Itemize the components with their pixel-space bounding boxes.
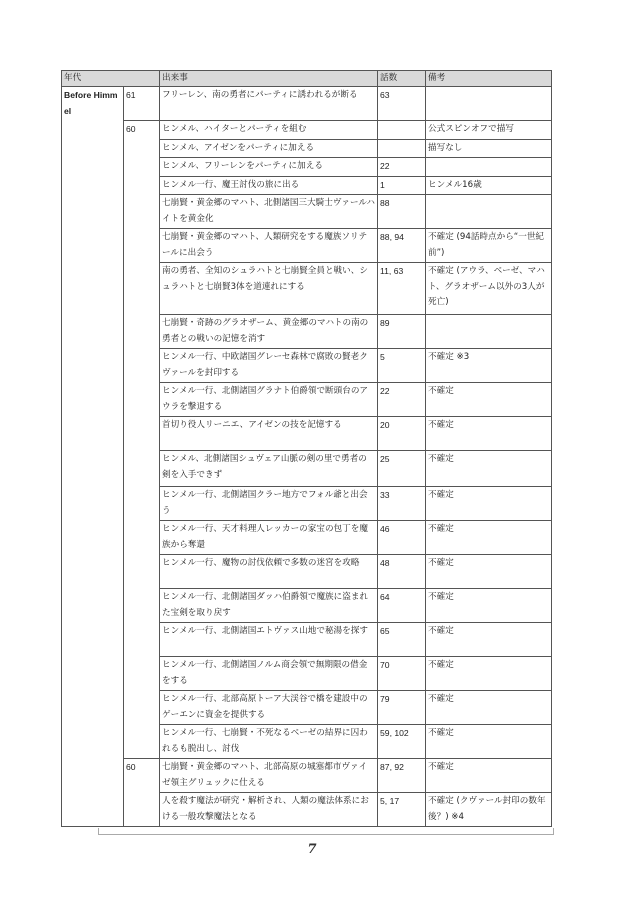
- notes-cell: 不確定 (94話時点から“一世紀前”): [426, 229, 552, 263]
- episodes-cell: [378, 139, 426, 158]
- notes-cell: 不確定: [426, 691, 552, 725]
- event-cell: ヒンメル一行、天才料理人レッカーの家宝の包丁を魔族から奪還: [160, 521, 378, 555]
- table-row: [62, 87, 552, 121]
- event-cell: ヒンメル一行、北側諸国エトヴァス山地で秘湯を探す: [160, 623, 378, 657]
- era-cell: Before Himmel: [62, 87, 124, 827]
- notes-cell: 不確定: [426, 555, 552, 589]
- notes-cell: 不確定: [426, 451, 552, 487]
- event-cell: ヒンメル一行、北側諸国ノルム商会領で無期限の借金をする: [160, 657, 378, 691]
- episodes-cell: 64: [378, 589, 426, 623]
- event-cell: ヒンメル一行、北側諸国ダッハ伯爵領で魔族に盗まれた宝剣を取り戻す: [160, 589, 378, 623]
- episodes-cell: [378, 121, 426, 140]
- episodes-cell: 25: [378, 451, 426, 487]
- episodes-cell: 46: [378, 521, 426, 555]
- header-event: 出来事: [160, 71, 378, 87]
- episodes-cell: 65: [378, 623, 426, 657]
- episodes-cell: 59, 102: [378, 725, 426, 759]
- notes-cell: 不確定: [426, 417, 552, 451]
- event-cell: 七崩賢・黄金郷のマハト、北部高原の城塞都市ヴァイゼ領主グリュックに仕える: [160, 759, 378, 793]
- notes-cell: 不確定: [426, 657, 552, 691]
- event-cell: 七崩賢・黄金郷のマハト、人類研究をする魔族ソリテールに出会う: [160, 229, 378, 263]
- event-cell: 人を殺す魔法が研究・解析され、人類の魔法体系における一般攻撃魔法となる: [160, 793, 378, 827]
- table-body: [62, 87, 552, 827]
- header-notes: 備考: [426, 71, 552, 87]
- notes-cell: [426, 158, 552, 177]
- event-cell: ヒンメル一行、北側諸国グラナト伯爵領で断頭台のアウラを撃退する: [160, 383, 378, 417]
- episodes-cell: 79: [378, 691, 426, 725]
- event-cell: ヒンメル一行、北部高原トーア大渓谷で橋を建設中のゲーエンに資金を提供する: [160, 691, 378, 725]
- event-cell: ヒンメル一行、北側諸国クラー地方でフォル爺と出会う: [160, 487, 378, 521]
- episodes-cell: 70: [378, 657, 426, 691]
- episodes-cell: 22: [378, 158, 426, 177]
- timeline-table: [61, 70, 552, 827]
- notes-cell: 不確定 (アウラ、ベーゼ、マハト、グラオザーム以外の3人が死亡): [426, 263, 552, 315]
- page-number: 7: [307, 842, 317, 857]
- episodes-cell: 87, 92: [378, 759, 426, 793]
- episodes-cell: 22: [378, 383, 426, 417]
- notes-cell: 不確定: [426, 487, 552, 521]
- event-cell: 七崩賢・黄金郷のマハト、北側諸国三大騎士ヴァールハイトを黄金化: [160, 195, 378, 229]
- event-cell: ヒンメル、ハイターとパーティを組む: [160, 121, 378, 140]
- year-cell: 60: [124, 759, 160, 827]
- episodes-cell: 48: [378, 555, 426, 589]
- episodes-cell: 5, 17: [378, 793, 426, 827]
- notes-cell: 公式スピンオフで描写: [426, 121, 552, 140]
- notes-cell: [426, 195, 552, 229]
- notes-cell: 不確定 (クヴァール封印の数年後？) ※4: [426, 793, 552, 827]
- notes-cell: 不確定: [426, 589, 552, 623]
- event-cell: ヒンメル一行、七崩賢・不死なるベーゼの結界に囚われるも脱出し、討伐: [160, 725, 378, 759]
- notes-cell: [426, 315, 552, 349]
- header-row: [62, 71, 552, 87]
- episodes-cell: 5: [378, 349, 426, 383]
- event-cell: ヒンメル一行、中欧諸国グレーセ森林で腐敗の賢老クヴァールを封印する: [160, 349, 378, 383]
- table-row: [62, 759, 552, 793]
- notes-cell: 不確定: [426, 759, 552, 793]
- episodes-cell: 88, 94: [378, 229, 426, 263]
- event-cell: ヒンメル一行、魔王討伐の旅に出る: [160, 176, 378, 195]
- episodes-cell: 88: [378, 195, 426, 229]
- episodes-cell: 1: [378, 176, 426, 195]
- notes-cell: ヒンメル16歳: [426, 176, 552, 195]
- event-cell: ヒンメル一行、魔物の討伐依頼で多数の迷宮を攻略: [160, 555, 378, 589]
- table-row: [62, 121, 552, 140]
- notes-cell: [426, 87, 552, 121]
- episodes-cell: 33: [378, 487, 426, 521]
- notes-cell: 不確定: [426, 725, 552, 759]
- notes-cell: 不確定: [426, 383, 552, 417]
- header-era: 年代: [62, 71, 160, 87]
- year-cell: 60: [124, 121, 160, 759]
- episodes-cell: 20: [378, 417, 426, 451]
- event-cell: ヒンメル、フリーレンをパーティに加える: [160, 158, 378, 177]
- episodes-cell: 11, 63: [378, 263, 426, 315]
- year-cell: 61: [124, 87, 160, 121]
- event-cell: フリーレン、南の勇者にパーティに誘われるが断る: [160, 87, 378, 121]
- event-cell: 南の勇者、全知のシュラハトと七崩賢全員と戦い、シュラハトと七崩賢3体を道連れにする: [160, 263, 378, 315]
- event-cell: 首切り役人リーニエ、アイゼンの技を記憶する: [160, 417, 378, 451]
- episodes-cell: 89: [378, 315, 426, 349]
- notes-cell: 描写なし: [426, 139, 552, 158]
- episodes-cell: 63: [378, 87, 426, 121]
- page-footer-rule: [98, 828, 554, 835]
- notes-cell: 不確定 ※3: [426, 349, 552, 383]
- event-cell: ヒンメル、アイゼンをパーティに加える: [160, 139, 378, 158]
- header-episodes: 話数: [378, 71, 426, 87]
- notes-cell: 不確定: [426, 521, 552, 555]
- notes-cell: 不確定: [426, 623, 552, 657]
- event-cell: 七崩賢・奇跡のグラオザーム、黄金郷のマハトの南の勇者との戦いの記憶を消す: [160, 315, 378, 349]
- event-cell: ヒンメル、北側諸国シュヴェア山脈の剣の里で勇者の剣を入手できず: [160, 451, 378, 487]
